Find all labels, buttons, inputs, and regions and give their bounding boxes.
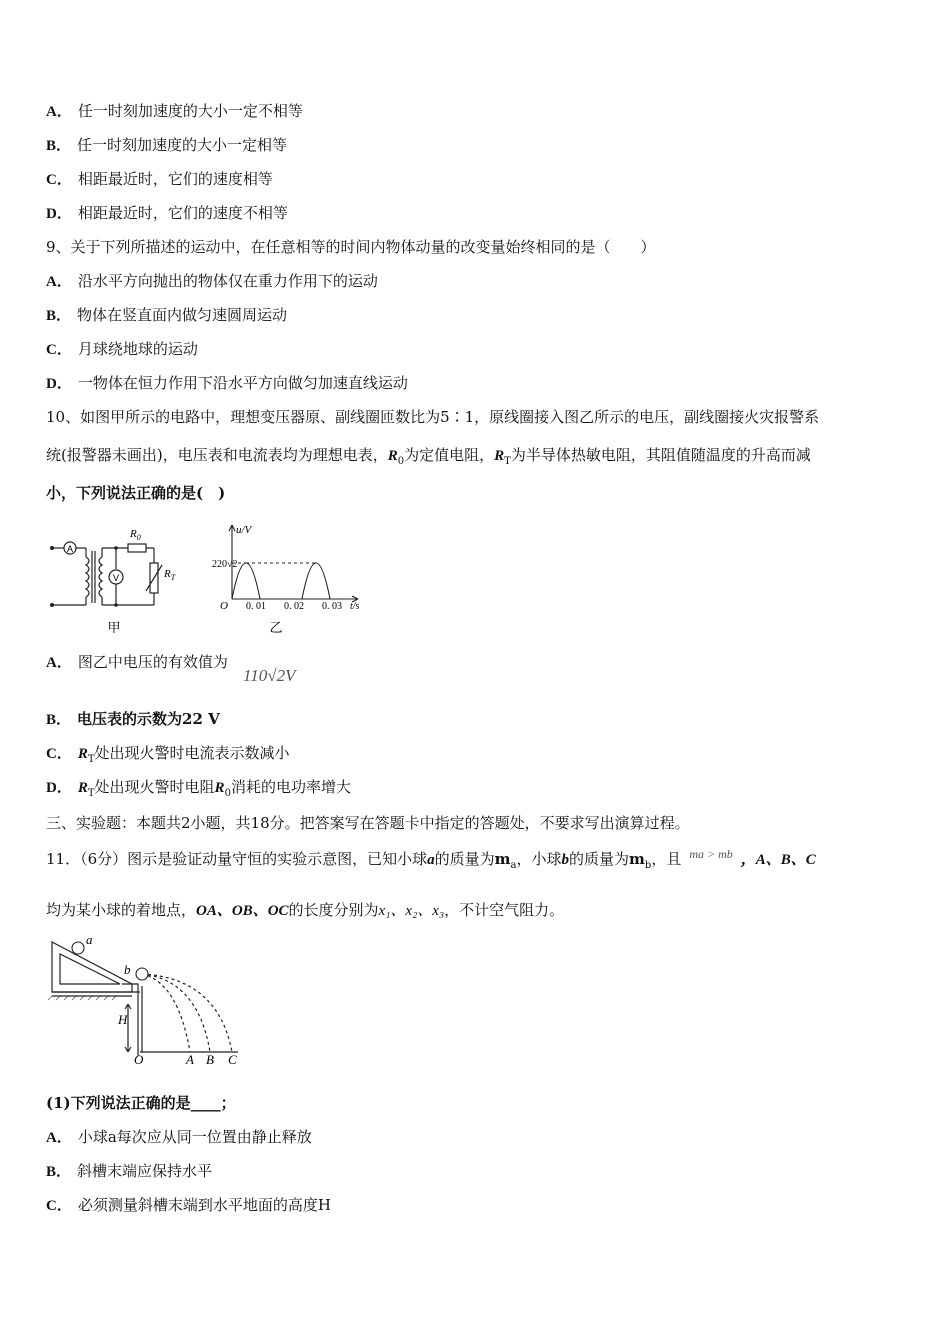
q10-option-d: D． $R_T$处出现火警时电阻$R_0$消耗的电功率增大 bbox=[46, 778, 351, 799]
q10-stem-line2: 统(报警器未画出)，电压表和电流表均为理想电表，$R_0$为定值电阻，$R_T$为半导体热敏电阻，其阻值随温度的升高而减 bbox=[46, 446, 811, 467]
point-b: B bbox=[206, 1052, 214, 1066]
ball-a bbox=[72, 942, 84, 954]
section-3-heading: 三、实验题：本题共2小题，共18分。把答案写在答题卡中指定的答题处，不要求写出演算过程。 bbox=[46, 814, 690, 832]
tick-3: 0. 03 bbox=[322, 601, 342, 612]
q10-stem-line3: 小，下列说法正确的是( ) bbox=[46, 484, 226, 502]
q11-stem-line1: 11．（6分）图示是验证动量守恒的实验示意图，已知小球a的质量为$m_a$，小球b的质量为$m_b$，且 $^{ma > mb}$ ，A、B、C bbox=[46, 847, 816, 871]
rt-label: $R_T$ bbox=[164, 568, 176, 582]
half-wave-2 bbox=[302, 563, 330, 599]
r0-resistor bbox=[128, 544, 146, 552]
point-o: O bbox=[134, 1052, 144, 1066]
mass-inequality: ma > mb bbox=[689, 847, 733, 861]
q11-option-a: A． 小球a每次应从同一位置由静止释放 bbox=[46, 1128, 312, 1146]
q9-option-d: D． 一物体在恒力作用下沿水平方向做匀加速直线运动 bbox=[46, 374, 408, 392]
q10-option-b: B． 电压表的示数为22 V bbox=[46, 710, 220, 728]
q11-stem-line2: 均为某小球的着地点，OA、OB、OC的长度分别为x₁、x₂、x₃，不计空气阻力。 bbox=[46, 901, 565, 919]
q8-option-c: C． 相距最近时，它们的速度相等 bbox=[46, 170, 273, 188]
caption-jia: 甲 bbox=[107, 621, 121, 636]
y-axis-label: u/V bbox=[236, 524, 252, 536]
ball-a-label: a bbox=[86, 934, 93, 947]
momentum-experiment-figure bbox=[48, 934, 248, 1066]
peak-label: 220√2 bbox=[212, 559, 238, 570]
q8-option-d: D． 相距最近时，它们的速度不相等 bbox=[46, 204, 288, 222]
q9-stem: 9、关于下列所描述的运动中，在任意相等的时间内物体动量的改变量始终相同的是（ ） bbox=[46, 238, 656, 256]
q11-option-b: B． 斜槽末端应保持水平 bbox=[46, 1162, 213, 1180]
q9-option-b: B． 物体在竖直面内做匀速圆周运动 bbox=[46, 306, 288, 324]
q10-option-a: A． 图乙中电压的有效值为 bbox=[46, 653, 228, 671]
voltmeter-label: V bbox=[112, 573, 120, 583]
origin-label: O bbox=[220, 600, 228, 612]
q11-option-c: C． 必须测量斜槽末端到水平地面的高度H bbox=[46, 1196, 331, 1214]
height-label: H bbox=[118, 1012, 128, 1027]
point-c: C bbox=[228, 1052, 237, 1066]
r0-label: $R_0$ bbox=[130, 528, 141, 542]
q8-option-a: A． 任一时刻加速度的大小一定不相等 bbox=[46, 102, 303, 120]
point-a: A bbox=[186, 1052, 194, 1066]
x-axis-label: t/s bbox=[350, 601, 360, 612]
q9-option-c: C． 月球绕地球的运动 bbox=[46, 340, 198, 358]
ball-b bbox=[136, 968, 148, 980]
q10-stem-line1: 10、如图甲所示的电路中，理想变压器原、副线圈匝数比为5∶1，原线圈接入图乙所示的电压，副线圈接火灾报警系 bbox=[46, 408, 820, 426]
q11-sub1: (1)下列说法正确的是____； bbox=[46, 1094, 236, 1112]
q10-option-a-math: 110√2V bbox=[243, 666, 296, 685]
q8-option-b: B． 任一时刻加速度的大小一定相等 bbox=[46, 136, 288, 154]
q10-option-c: C． $R_T$处出现火警时电流表示数减小 bbox=[46, 744, 290, 765]
circuit-figure bbox=[46, 515, 211, 637]
tick-2: 0. 02 bbox=[284, 601, 304, 612]
slope-inner bbox=[60, 954, 120, 984]
ball-b-label: b bbox=[124, 962, 131, 977]
voltage-graph bbox=[212, 515, 364, 637]
q9-option-a: A． 沿水平方向抛出的物体仅在重力作用下的运动 bbox=[46, 272, 378, 290]
caption-yi: 乙 bbox=[269, 621, 283, 636]
tick-1: 0. 01 bbox=[246, 601, 266, 612]
ammeter-label: A bbox=[66, 544, 74, 554]
